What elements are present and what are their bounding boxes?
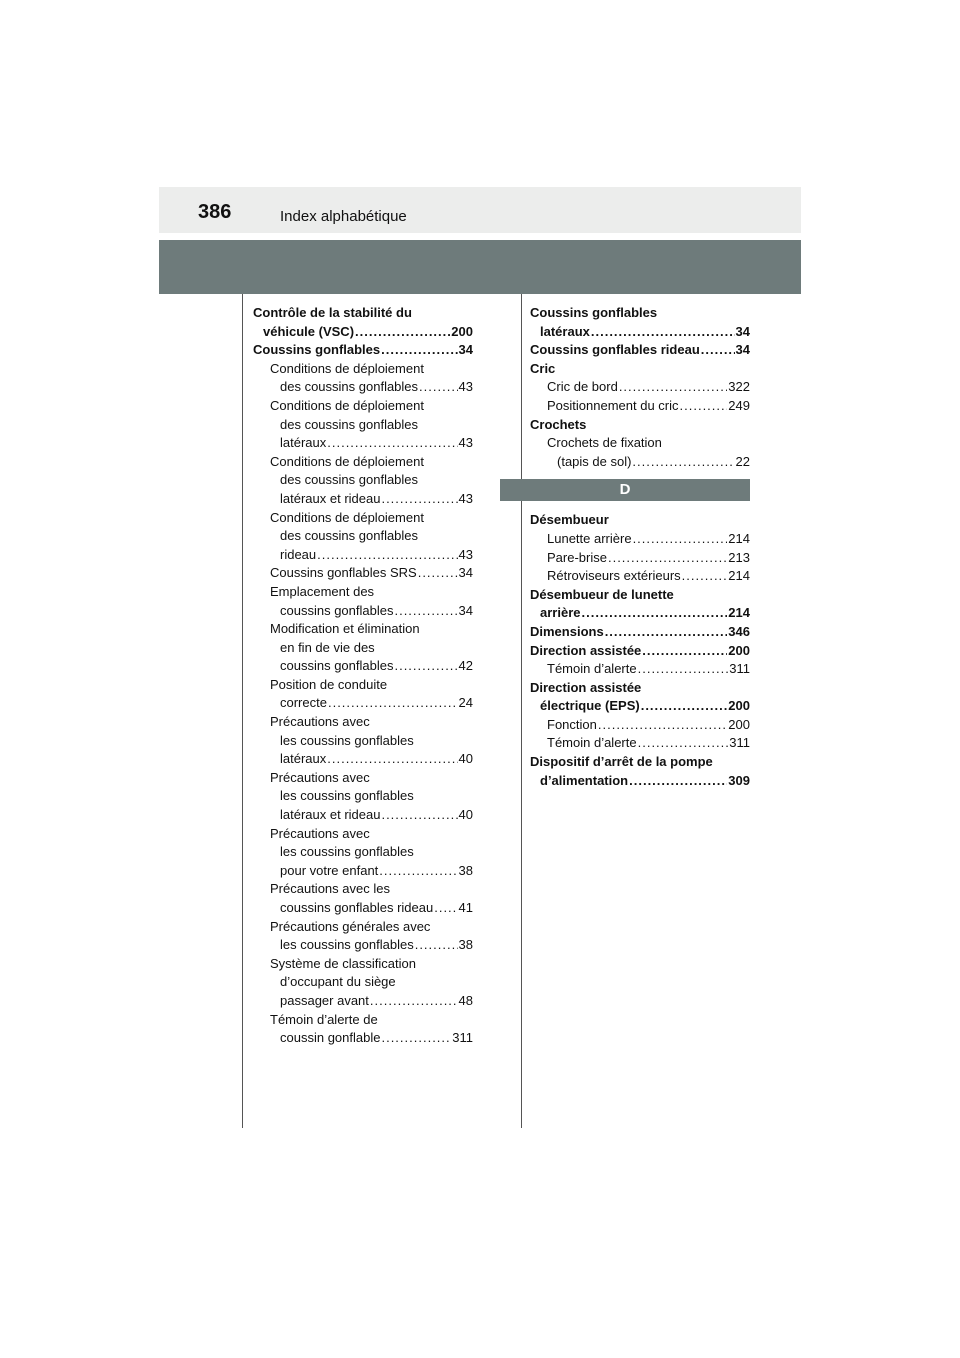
page-reference: 40 (458, 751, 473, 767)
index-entry-line-with-page (547, 567, 750, 586)
index-subentry (253, 769, 473, 825)
index-subentry (530, 734, 750, 753)
dot-leader (591, 323, 735, 342)
dot-leader (381, 341, 457, 360)
index-entry (253, 304, 473, 341)
dot-leader (642, 642, 727, 661)
page-reference: 200 (451, 323, 473, 339)
dot-leader (379, 862, 457, 881)
index-entry-line-with-page (270, 694, 473, 713)
index-entry-line: des coussins gonflables (280, 528, 419, 544)
dot-leader (434, 899, 457, 918)
index-subentry (253, 918, 473, 955)
index-entry-text: véhicule (VSC) (263, 323, 355, 339)
index-entry (530, 341, 750, 360)
dot-leader (381, 490, 457, 509)
section-letter-bar: D (500, 479, 750, 501)
page-reference: 41 (458, 900, 473, 915)
index-entry (530, 642, 750, 661)
index-entry-text: Cric de bord (547, 379, 618, 395)
page-reference: 200 (728, 716, 750, 732)
page-reference: 249 (728, 397, 750, 413)
dot-leader (328, 694, 458, 713)
index-entry-text: latéraux (280, 435, 327, 451)
index-subentry (253, 713, 473, 769)
page-reference: 42 (458, 658, 473, 674)
dot-leader (381, 806, 457, 825)
index-entry-text: Témoin d’alerte (547, 661, 637, 677)
index-entry-line-with-page (547, 716, 750, 735)
dot-leader (619, 378, 727, 397)
index-group-d (530, 511, 750, 790)
page-reference: 40 (458, 807, 473, 823)
index-entry-text: latéraux et rideau (280, 490, 381, 506)
index-entry-text: des coussins gonflables (280, 379, 419, 395)
index-entry-text: coussins gonflables (280, 658, 394, 674)
page-reference: 214 (728, 568, 750, 584)
index-subentry (253, 453, 473, 509)
index-entry-line: Précautions avec (270, 769, 370, 785)
index-entry-line: Système de classification (270, 955, 416, 971)
index-entry-text: Lunette arrière (547, 530, 632, 546)
index-entry-line-with-page (270, 602, 473, 621)
index-entry-line: les coussins gonflables (280, 732, 414, 748)
index-entry-line: Direction assistée (530, 679, 642, 695)
index-entry-line-with-page (547, 397, 750, 416)
page-reference: 34 (458, 342, 473, 358)
index-entry-line-with-page (547, 530, 750, 549)
index-entry (530, 586, 750, 623)
index-subentry (253, 676, 473, 713)
page-reference: 24 (458, 695, 473, 711)
index-entry-text: Positionnement du cric (547, 397, 679, 413)
index-entry-line-with-page (270, 657, 473, 676)
index-entry-text: Témoin d’alerte (547, 735, 637, 751)
dot-leader (680, 397, 728, 416)
index-entry-line-with-page (270, 1029, 473, 1048)
page-reference: 311 (452, 1030, 473, 1046)
column-divider-right (521, 294, 522, 1128)
index-entry-text: Coussins gonflables SRS (270, 565, 417, 581)
dot-leader (581, 604, 727, 623)
page-reference: 309 (728, 772, 750, 788)
index-entry-line: Contrôle de la stabilité du (253, 305, 412, 320)
index-entry-line: Coussins gonflables (530, 305, 658, 320)
index-entry-line-with-page (547, 549, 750, 568)
index-column-right (530, 304, 750, 790)
dot-leader (638, 660, 729, 679)
index-entry-line-with-page (270, 378, 473, 397)
index-subentry (530, 660, 750, 679)
index-entry-line: Précautions avec les (270, 881, 390, 897)
index-entry-text: Direction assistée (530, 642, 642, 658)
page-reference: 43 (458, 379, 473, 395)
index-subentry (253, 509, 473, 565)
dot-leader (370, 992, 458, 1011)
page-reference: 213 (728, 549, 750, 565)
index-subentry (530, 716, 750, 735)
index-entry-line-with-page (530, 323, 750, 342)
index-entry-line: Conditions de déploiement (270, 397, 424, 413)
page-reference: 43 (458, 546, 473, 562)
index-entry (530, 360, 750, 379)
index-heading: Désembueur (530, 512, 609, 528)
index-entry-line: des coussins gonflables (280, 416, 419, 432)
page-reference: 48 (458, 992, 473, 1008)
index-entry-line: des coussins gonflables (280, 472, 419, 488)
page-reference: 214 (728, 530, 750, 546)
index-entry-text: Rétroviseurs extérieurs (547, 568, 681, 584)
index-entry-line-with-page (547, 453, 750, 472)
dot-leader (394, 602, 457, 621)
index-entry (530, 304, 750, 341)
index-entry-line: Précautions avec (270, 714, 370, 730)
index-entry-text: passager avant (280, 992, 369, 1008)
index-entry-text: les coussins gonflables (280, 937, 414, 953)
header-band (159, 240, 801, 294)
index-entry-text: coussin gonflable (280, 1030, 381, 1046)
index-entry (253, 341, 473, 360)
page-reference: 38 (458, 937, 473, 953)
index-subentry (253, 1011, 473, 1048)
dot-leader (682, 567, 728, 586)
index-entry-line: Désembueur de lunette (530, 586, 674, 602)
index-entry-text: électrique (EPS) (540, 698, 640, 714)
dot-leader (355, 323, 450, 342)
index-entry-line-with-page (530, 604, 750, 623)
index-entry-line-with-page (530, 623, 750, 642)
index-subentry (530, 530, 750, 549)
index-heading: Cric (530, 360, 556, 376)
column-divider-left (242, 294, 243, 1128)
page-reference: 322 (728, 379, 750, 395)
index-entry-line-with-page (547, 734, 750, 753)
page-reference: 311 (729, 735, 750, 751)
index-entry-line-with-page (270, 434, 473, 453)
index-subentry (253, 583, 473, 620)
index-entry-line: en fin de vie des (280, 639, 375, 655)
index-entry-text: Coussins gonflables (253, 342, 381, 358)
page-reference: 22 (735, 453, 750, 469)
index-entry-line: Précautions avec (270, 825, 370, 841)
index-group-c (530, 304, 750, 471)
index-entry-text: rideau (280, 546, 317, 562)
index-subentry (530, 434, 750, 471)
index-entry-line-with-page (270, 899, 473, 918)
index-entry-line: Conditions de déploiement (270, 360, 424, 376)
index-subentry (253, 397, 473, 453)
index-entry-line-with-page (270, 992, 473, 1011)
index-entry-text: latéraux et rideau (280, 807, 381, 823)
index-subentry (530, 567, 750, 586)
index-subentry (253, 564, 473, 583)
page-reference: 346 (728, 623, 750, 639)
index-entry-line-with-page (270, 862, 473, 881)
page-reference: 200 (728, 698, 750, 714)
index-entry-line: Emplacement des (270, 583, 375, 599)
index-entry (530, 416, 750, 435)
page-number: 386 (198, 201, 232, 223)
page-reference: 38 (458, 862, 473, 878)
index-entry-line: Position de conduite (270, 676, 388, 692)
index-entry-text: d’alimentation (540, 772, 629, 788)
index-entry-line-with-page (530, 341, 750, 360)
index-entry-text: coussins gonflables rideau (280, 900, 434, 915)
index-subentry (253, 880, 473, 917)
index-entry-line-with-page (547, 660, 750, 679)
index-entry-line-with-page (270, 490, 473, 509)
dot-leader (632, 453, 734, 472)
index-subentry (253, 360, 473, 397)
dot-leader (605, 623, 728, 642)
index-entry-line-with-page (270, 750, 473, 769)
page-reference: 43 (458, 490, 473, 506)
index-entry-text: Pare-brise (547, 549, 607, 565)
index-entry-line-with-page (270, 546, 473, 565)
index-entry-text: Fonction (547, 716, 597, 732)
index-entry-line-with-page (530, 697, 750, 716)
index-entry-text: Coussins gonflables rideau (530, 342, 700, 358)
index-entry-line: Modification et élimination (270, 621, 420, 637)
index-entry-text: Dimensions (530, 623, 604, 639)
index-entry-line-with-page (253, 323, 473, 342)
dot-leader (327, 434, 457, 453)
dot-leader (394, 657, 457, 676)
dot-leader (641, 697, 728, 716)
index-subentry (530, 378, 750, 397)
dot-leader (633, 530, 728, 549)
index-entry-line-with-page (270, 806, 473, 825)
index-entry-text: correcte (280, 695, 327, 711)
index-entry-line: les coussins gonflables (280, 844, 414, 860)
index-subentry (253, 825, 473, 881)
dot-leader (418, 564, 458, 583)
dot-leader (415, 936, 458, 955)
index-entry-text: latéraux (540, 323, 590, 339)
index-entry-line-with-page (270, 564, 473, 583)
index-entry-text: pour votre enfant (280, 862, 379, 878)
index-entry-text: arrière (540, 605, 581, 621)
page-reference: 311 (729, 661, 750, 677)
index-heading: Crochets (530, 416, 587, 432)
index-entry-line: Témoin d’alerte de (270, 1011, 378, 1027)
index-entry-text: latéraux (280, 751, 327, 767)
page-reference: 34 (735, 342, 750, 358)
dot-leader (327, 750, 457, 769)
page-reference: 43 (458, 435, 473, 451)
dot-leader (419, 378, 458, 397)
index-entry-line: les coussins gonflables (280, 788, 414, 804)
index-subentry (530, 549, 750, 568)
page-reference: 214 (728, 605, 750, 621)
index-entry-line: d’occupant du siège (280, 974, 396, 990)
dot-leader (701, 341, 735, 360)
page-reference: 34 (735, 323, 750, 339)
page-reference: 34 (458, 565, 473, 581)
index-entry-line: Dispositif d’arrêt de la pompe (530, 754, 713, 770)
dot-leader (629, 772, 727, 791)
dot-leader (317, 546, 457, 565)
header-bar (159, 187, 801, 233)
index-subentry (253, 955, 473, 1011)
dot-leader (608, 549, 727, 568)
index-subentry (253, 620, 473, 676)
index-entry-line: Conditions de déploiement (270, 509, 424, 525)
page-reference: 200 (728, 642, 750, 658)
index-entry-line: Conditions de déploiement (270, 453, 424, 469)
dot-leader (381, 1029, 451, 1048)
index-entry-line-with-page (270, 936, 473, 955)
index-entry-line: Précautions générales avec (270, 918, 431, 934)
index-entry (530, 753, 750, 790)
index-entry-line-with-page (530, 642, 750, 661)
index-subentry (530, 397, 750, 416)
page-title: Index alphabétique (280, 208, 407, 225)
index-entry-line-with-page (547, 378, 750, 397)
index-entry (530, 679, 750, 716)
index-entry-line-with-page (530, 772, 750, 791)
dot-leader (638, 734, 729, 753)
index-entry (530, 511, 750, 530)
index-column-left (253, 304, 473, 1048)
dot-leader (598, 716, 727, 735)
page-reference: 34 (458, 602, 473, 618)
index-entry-line-with-page (253, 341, 473, 360)
index-entry-text: (tapis de sol) (557, 453, 632, 469)
index-entry-line: Crochets de fixation (547, 435, 662, 451)
index-entry (530, 623, 750, 642)
index-entry-text: coussins gonflables (280, 602, 394, 618)
